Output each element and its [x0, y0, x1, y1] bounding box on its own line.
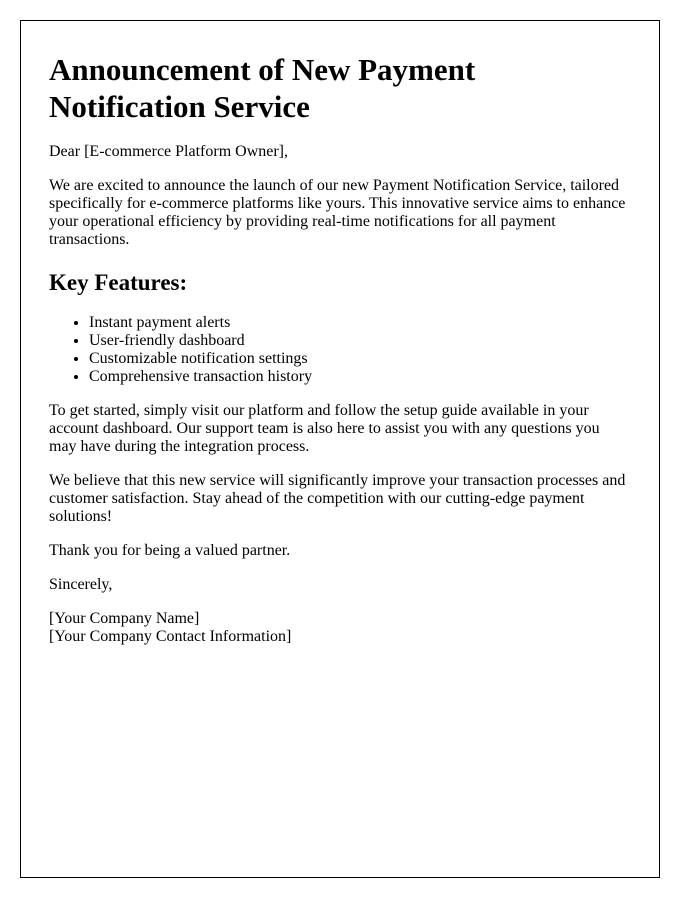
- belief-paragraph: We believe that this new service will significantly improve your transaction processes and customer satisfaction. Stay ahead of the competition with our cutting-edge payment solutions!: [49, 472, 626, 525]
- thanks-paragraph: Thank you for being a valued partner.: [49, 542, 291, 559]
- signature-block: [49, 610, 631, 646]
- page-title: Announcement of New Payment Notification Service: [49, 52, 476, 124]
- list-item: • Customizable notification settings: [89, 350, 631, 368]
- getting-started-paragraph: To get started, simply visit our platform and follow the setup guide available in your account dashboard. Our support team is also here to assist you with any questions you may have during the integration process.: [49, 402, 600, 455]
- company-name: [Your Company Name]: [49, 610, 200, 627]
- company-contact: [Your Company Contact Information]: [49, 628, 292, 645]
- features-heading: Key Features:: [49, 270, 188, 295]
- features-list: [49, 314, 631, 386]
- list-item: • Comprehensive transaction history: [89, 368, 631, 386]
- list-item: • User-friendly dashboard: [89, 332, 631, 350]
- greeting: Dear [E-commerce Platform Owner],: [49, 143, 288, 160]
- list-item: • Instant payment alerts: [89, 314, 631, 332]
- letter-page: [20, 20, 660, 878]
- closing: Sincerely,: [49, 576, 113, 593]
- intro-paragraph: We are excited to announce the launch of our new Payment Notification Service, tailored specifically for e-commerce platforms like yours. This innovative service aims to enhance your operational efficiency by providing real-time notifications for all payment transactions.: [49, 177, 626, 248]
